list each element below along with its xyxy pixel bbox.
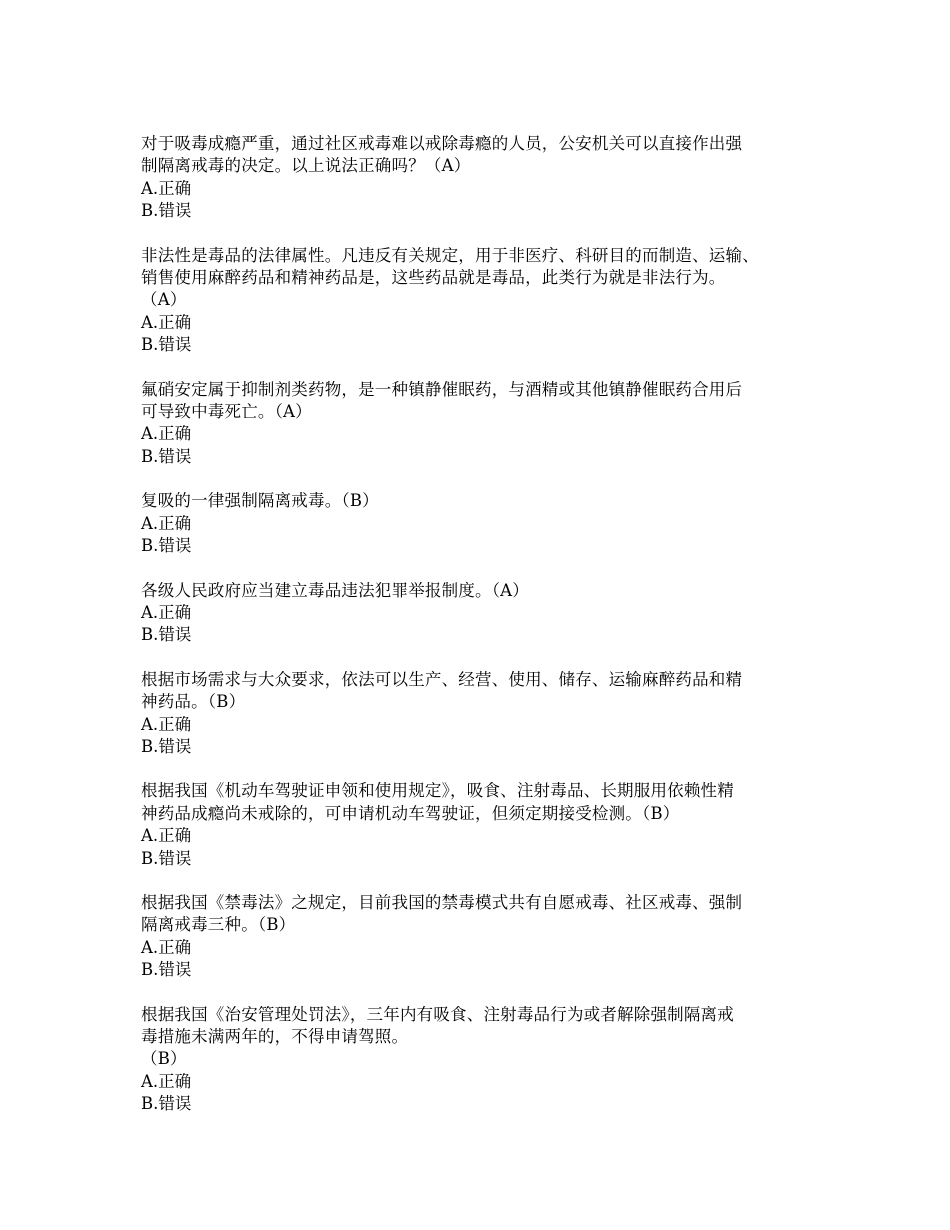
- option-b: B.错误: [141, 960, 192, 980]
- question-stem-line: 根据我国《治安管理处罚法》，三年内有吸食、注射毒品行为或者解除强制隔离戒: [141, 1004, 734, 1024]
- option-b: B.错误: [141, 446, 192, 466]
- question-5: [141, 580, 831, 647]
- option-a: A.正确: [141, 513, 192, 533]
- question-stem-line: 神药品成瘾尚未戒除的，可申请机动车驾驶证，但须定期接受检测。（B）: [141, 803, 680, 823]
- question-4: [141, 490, 831, 557]
- option-b: B.错误: [141, 1094, 192, 1114]
- question-stem-line: 可导致中毒死亡。（A）: [141, 402, 312, 422]
- question-stem-line: 销售使用麻醉药品和精神药品是，这些药品就是毒品，此类行为就是非法行为。: [141, 268, 726, 288]
- option-a: A.正确: [141, 312, 192, 332]
- option-b: B.错误: [141, 201, 192, 221]
- option-b: B.错误: [141, 625, 192, 645]
- question-9: [141, 1004, 831, 1116]
- question-stem-line: 各级人民政府应当建立毒品违法犯罪举报制度。（A）: [141, 580, 529, 600]
- question-stem-line: 氟硝安定属于抑制剂类药物，是一种镇静催眠药，与酒精或其他镇静催眠药合用后: [141, 379, 743, 399]
- document-page: [141, 133, 831, 1138]
- question-stem-line: 根据我国《禁毒法》之规定，目前我国的禁毒模式共有自愿戒毒、社区戒毒、强制: [141, 892, 743, 912]
- option-a: A.正确: [141, 826, 192, 846]
- option-a: A.正确: [141, 1071, 192, 1091]
- question-stem-line: 根据市场需求与大众要求，依法可以生产、经营、使用、储存、运输麻醉药品和精: [141, 669, 743, 689]
- question-stem-line: 神药品。（B）: [141, 692, 246, 712]
- question-7: [141, 780, 831, 870]
- question-stem-line: 非法性是毒品的法律属性。凡违反有关规定，用于非医疗、科研目的而制造、运输、: [141, 245, 759, 265]
- question-stem-line: （B）: [141, 1049, 187, 1069]
- question-stem-line: 复吸的一律强制隔离戒毒。（B）: [141, 491, 379, 511]
- question-1: [141, 133, 831, 223]
- question-stem-line: 根据我国《机动车驾驶证申领和使用规定》，吸食、注射毒品、长期服用依赖性精: [141, 781, 734, 801]
- question-8: [141, 892, 831, 982]
- option-a: A.正确: [141, 178, 192, 198]
- question-3: [141, 379, 831, 469]
- option-a: A.正确: [141, 602, 192, 622]
- question-2: [141, 245, 831, 357]
- question-stem-line: 对于吸毒成瘾严重，通过社区戒毒难以戒除毒瘾的人员，公安机关可以直接作出强: [141, 134, 743, 153]
- question-stem-line: 制隔离戒毒的决定。以上说法正确吗？（A）: [141, 156, 471, 176]
- option-b: B.错误: [141, 848, 192, 868]
- option-a: A.正确: [141, 714, 192, 734]
- option-a: A.正确: [141, 424, 192, 444]
- option-b: B.错误: [141, 736, 192, 756]
- question-stem-line: （A）: [141, 290, 187, 310]
- question-stem-line: 毒措施未满两年的，不得申请驾照。: [141, 1027, 409, 1046]
- option-b: B.错误: [141, 536, 192, 556]
- option-a: A.正确: [141, 937, 192, 957]
- option-b: B.错误: [141, 335, 192, 355]
- question-stem-line: 隔离戒毒三种。（B）: [141, 915, 296, 935]
- question-6: [141, 669, 831, 759]
